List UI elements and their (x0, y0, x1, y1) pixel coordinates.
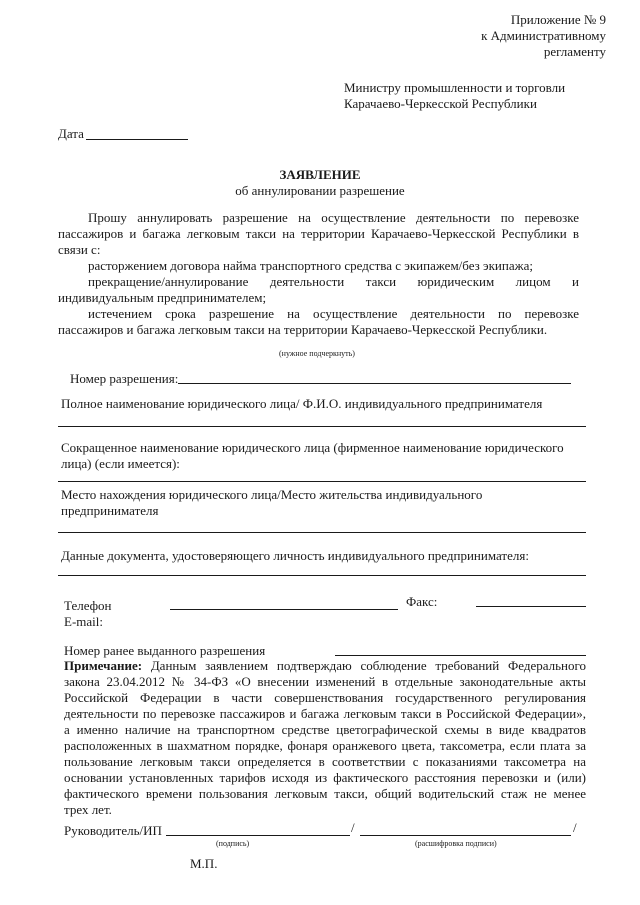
identity-doc-line[interactable] (58, 575, 586, 576)
phone-line[interactable] (170, 609, 398, 610)
reason-2-line-1: прекращение/аннулирование деятельности такси юридическим лицом и (88, 274, 579, 289)
note-line-2: закона 23.04.2012 № 34-ФЗ «О внесении изменений в отдельные законодательные акты (64, 674, 586, 689)
reason-3-line-1: истечением срока разрешение на осуществление деятельности по перевозке (88, 306, 579, 321)
request-line-2: пассажиров и багажа легковым такси на территории Карачаево-Черкесской Республики в (58, 226, 579, 241)
phone-label: Телефон (64, 598, 112, 613)
date-input-line[interactable] (86, 139, 188, 140)
underline-note: (нужное подчеркнуть) (279, 349, 355, 358)
permit-number-label: Номер разрешения: (70, 371, 179, 386)
location-label-line-2: предпринимателя (61, 503, 159, 518)
signature-slash-2: / (573, 820, 577, 835)
note-line-9: фактического времени пользования легковым такси, общий водительский стаж не менее (64, 786, 586, 801)
identity-doc-label: Данные документа, удостоверяющего личность индивидуального предпринимателя: (61, 548, 529, 563)
full-name-line[interactable] (58, 426, 586, 427)
request-line-1: Прошу аннулировать разрешение на осуществление деятельности по перевозке (88, 210, 579, 225)
previous-permit-line[interactable] (335, 655, 586, 656)
seal-label: М.П. (190, 856, 218, 871)
signature-caption: (подпись) (216, 839, 250, 848)
decoding-caption: (расшифровка подписи) (415, 839, 497, 848)
document-title: ЗАЯВЛЕНИЕ (279, 167, 361, 182)
addressee-line-1: Министру промышленности и торговли (344, 80, 566, 95)
short-name-line[interactable] (58, 481, 586, 482)
note-line-6: расположенных в шахматном порядке, фонаря оранжевого цвета, таксометра, если плата за (64, 738, 586, 753)
permit-number-line[interactable] (178, 383, 571, 384)
previous-permit-label: Номер ранее выданного разрешения (64, 643, 266, 658)
document-subtitle: об аннулировании разрешение (235, 183, 405, 198)
short-name-label-line-2: лица) (если имеется): (61, 456, 180, 471)
short-name-label-line-1: Сокращенное наименование юридического лица (фирменное наименование юридического (61, 440, 564, 455)
fax-label: Факс: (406, 594, 438, 609)
note-line-5: а именно наличие на транспортном средстве цветографической схемы в виде квадратов (64, 722, 586, 737)
reason-1: расторжением договора найма транспортного средства с экипажем/без экипажа; (88, 258, 533, 273)
signature-slash-1: / (351, 820, 355, 835)
note-line-7: пользование легковым такси определяется в соответствии с показаниями таксометра на (64, 754, 586, 769)
reason-2-line-2: индивидуальным предпринимателем; (58, 290, 267, 305)
date-label: Дата (58, 126, 84, 141)
signature-decoding-line[interactable] (360, 835, 571, 836)
note-line-10: трех лет. (64, 802, 112, 817)
note-line-1 (64, 658, 586, 674)
appendix-line-2: к Административному (481, 28, 606, 43)
note-label: Примечание: (64, 658, 143, 673)
request-line-3: связи с: (58, 242, 101, 257)
note-line-1-text: Данным заявлением подтверждаю соблюдение требований Федерального (142, 658, 586, 673)
full-name-label: Полное наименование юридического лица/ Ф.И.О. индивидуального предпринимателя (61, 396, 543, 411)
note-line-8: основании установленных тарифов исходя из фактического расстояния перевозки и (или) (64, 770, 586, 785)
addressee-line-2: Карачаево-Черкесской Республики (344, 96, 537, 111)
location-line[interactable] (58, 532, 586, 533)
email-label: E-mail: (64, 614, 103, 629)
note-line-4: деятельности по перевозке пассажиров и багажа легковым такси в Российской Федерации», (64, 706, 586, 721)
head-label: Руководитель/ИП (64, 823, 162, 838)
appendix-line-1: Приложение № 9 (510, 12, 606, 27)
reason-3-line-2: пассажиров и багажа легковым такси на территории Карачаево-Черкесской Республики. (58, 322, 548, 337)
location-label-line-1: Место нахождения юридического лица/Место жительства индивидуального (61, 487, 483, 502)
signature-line[interactable] (166, 835, 350, 836)
note-line-3: Российской Федерации в части совершенствования государственного регулирования (64, 690, 586, 705)
appendix-line-3: регламенту (543, 44, 606, 59)
fax-line[interactable] (476, 606, 586, 607)
